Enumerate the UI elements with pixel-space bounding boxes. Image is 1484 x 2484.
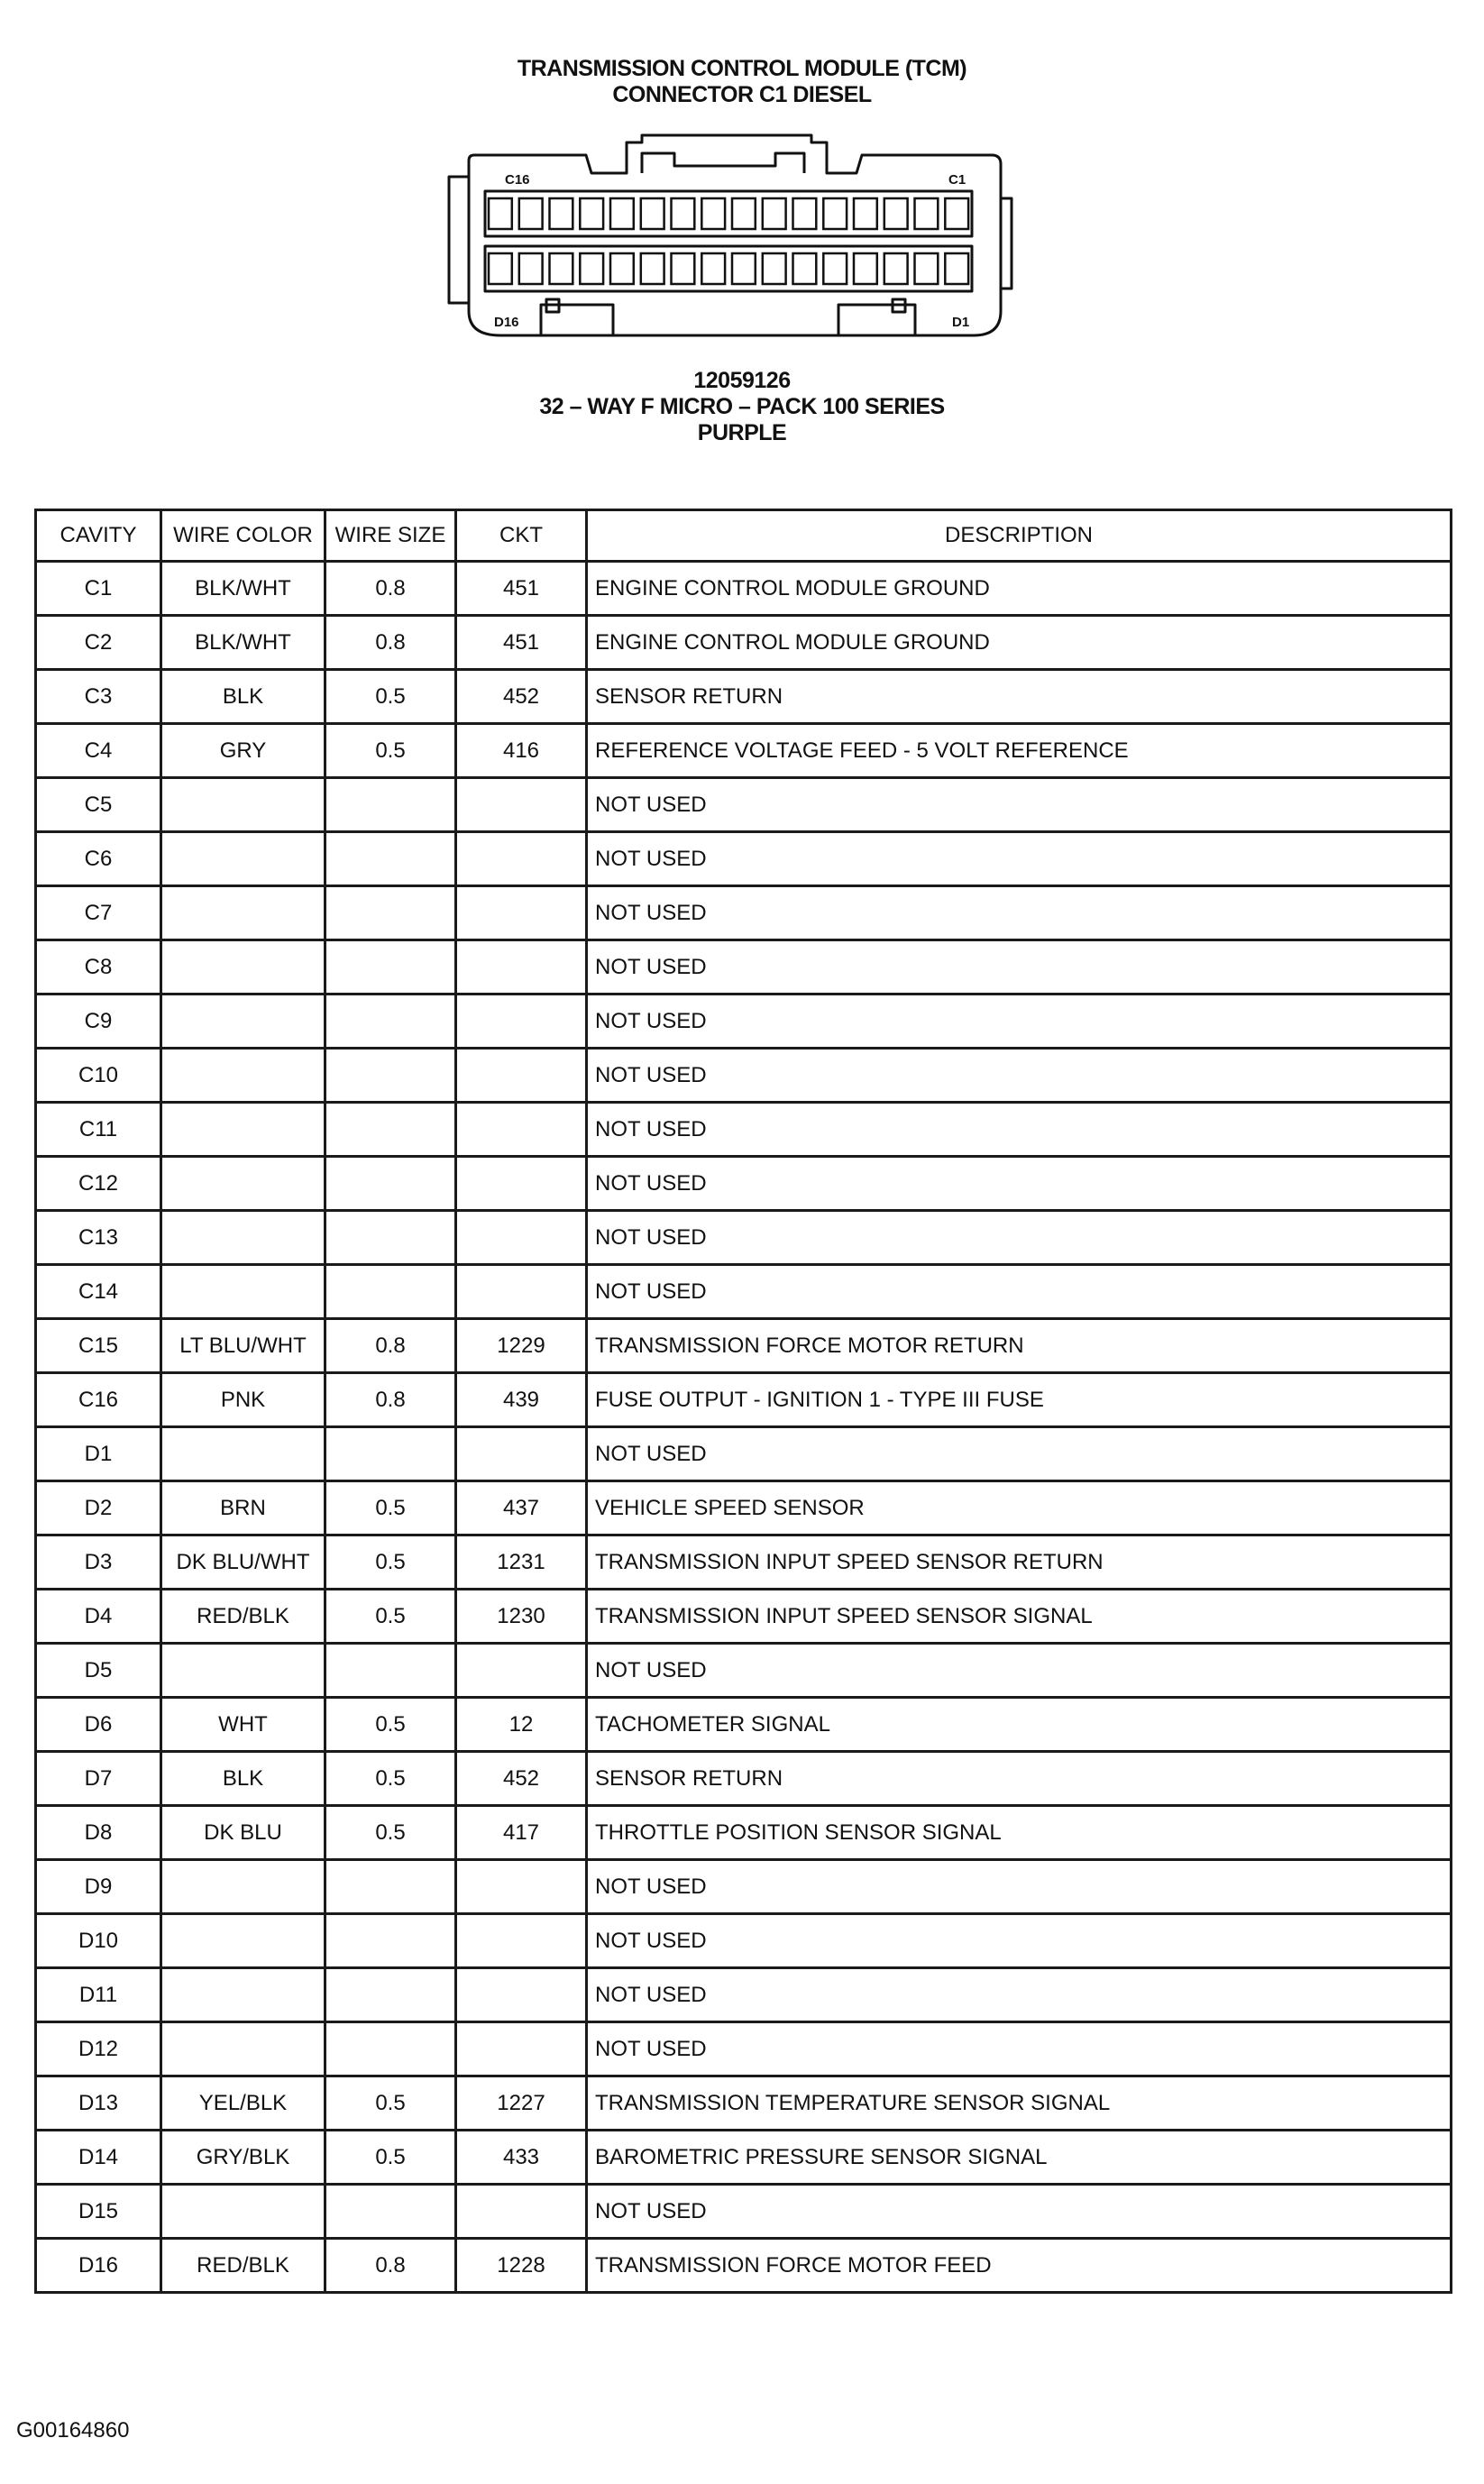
ckt-cell: 451 <box>456 562 587 616</box>
wire-size-cell <box>325 1211 456 1265</box>
wire-color-cell <box>161 1265 325 1319</box>
description-cell: NOT USED <box>587 1644 1452 1698</box>
description-cell: NOT USED <box>587 1049 1452 1103</box>
cavity-cell: C3 <box>36 670 161 724</box>
wire-size-cell: 0.5 <box>325 1535 456 1590</box>
cavity-cell: D10 <box>36 1914 161 1968</box>
connector-cavity <box>732 198 756 229</box>
ckt-cell <box>456 2185 587 2239</box>
table-row <box>36 2076 1452 2131</box>
description-cell: TRANSMISSION TEMPERATURE SENSOR SIGNAL <box>587 2076 1452 2131</box>
description-cell: NOT USED <box>587 1265 1452 1319</box>
description-cell: NOT USED <box>587 832 1452 886</box>
wire-color-cell <box>161 832 325 886</box>
connector-cavity <box>701 198 725 229</box>
table-row <box>36 562 1452 616</box>
description-cell: ENGINE CONTROL MODULE GROUND <box>587 562 1452 616</box>
cavity-cell: C5 <box>36 778 161 832</box>
wire-size-cell: 0.5 <box>325 2131 456 2185</box>
description-cell: NOT USED <box>587 995 1452 1049</box>
connector-cavity <box>884 198 908 229</box>
table-row <box>36 886 1452 940</box>
description-cell: ENGINE CONTROL MODULE GROUND <box>587 616 1452 670</box>
wire-size-cell: 0.5 <box>325 670 456 724</box>
cavity-cell: C13 <box>36 1211 161 1265</box>
cavity-cell: D5 <box>36 1644 161 1698</box>
ckt-cell: 1228 <box>456 2239 587 2293</box>
wire-color-cell <box>161 1049 325 1103</box>
description-cell: NOT USED <box>587 1914 1452 1968</box>
table-row <box>36 1860 1452 1914</box>
cavity-cell: C7 <box>36 886 161 940</box>
header-wire-color: WIRE COLOR <box>161 510 325 562</box>
description-cell: THROTTLE POSITION SENSOR SIGNAL <box>587 1806 1452 1860</box>
ckt-cell: 417 <box>456 1806 587 1860</box>
wire-color-cell: DK BLU/WHT <box>161 1535 325 1590</box>
connector-cavity <box>884 253 908 284</box>
table-row <box>36 1211 1452 1265</box>
pinout-table <box>34 509 1452 2294</box>
wire-color-cell <box>161 2022 325 2076</box>
connector-cavity <box>641 198 664 229</box>
cavity-cell: D9 <box>36 1860 161 1914</box>
wire-size-cell: 0.5 <box>325 1481 456 1535</box>
connector-cavity <box>763 253 786 284</box>
description-cell: NOT USED <box>587 778 1452 832</box>
wire-size-cell <box>325 1265 456 1319</box>
description-cell: NOT USED <box>587 2185 1452 2239</box>
label-c1: C1 <box>948 172 966 188</box>
ckt-cell <box>456 1265 587 1319</box>
table-row <box>36 1644 1452 1698</box>
connector-cavity <box>641 253 664 284</box>
wire-color-cell: BLK/WHT <box>161 616 325 670</box>
cavity-cell: C15 <box>36 1319 161 1373</box>
ckt-cell: 451 <box>456 616 587 670</box>
cavity-cell: D8 <box>36 1806 161 1860</box>
table-row <box>36 778 1452 832</box>
wire-size-cell <box>325 940 456 995</box>
label-d1: D1 <box>952 315 970 330</box>
header-cavity: CAVITY <box>36 510 161 562</box>
table-row <box>36 2239 1452 2293</box>
table-row <box>36 940 1452 995</box>
table-row <box>36 1265 1452 1319</box>
wire-size-cell <box>325 1914 456 1968</box>
ckt-cell <box>456 886 587 940</box>
wire-color-cell <box>161 995 325 1049</box>
table-row <box>36 1806 1452 1860</box>
cavity-cell: C11 <box>36 1103 161 1157</box>
wire-color-cell: BLK <box>161 1752 325 1806</box>
wire-color-cell: BRN <box>161 1481 325 1535</box>
connector-cavity <box>489 253 512 284</box>
wire-size-cell: 0.8 <box>325 1319 456 1373</box>
connector-cavity <box>793 253 817 284</box>
cavity-cell: C4 <box>36 724 161 778</box>
cavity-cell: C14 <box>36 1265 161 1319</box>
ckt-cell: 1227 <box>456 2076 587 2131</box>
label-d16: D16 <box>494 315 519 330</box>
description-cell: NOT USED <box>587 886 1452 940</box>
table-row <box>36 1752 1452 1806</box>
wire-color-cell: LT BLU/WHT <box>161 1319 325 1373</box>
cavity-cell: D16 <box>36 2239 161 2293</box>
connector-cavity <box>915 198 939 229</box>
cavity-cell: C2 <box>36 616 161 670</box>
wire-size-cell <box>325 886 456 940</box>
ckt-cell <box>456 1968 587 2022</box>
wire-color-cell <box>161 1914 325 1968</box>
wire-color-cell: PNK <box>161 1373 325 1427</box>
wire-color-cell: RED/BLK <box>161 1590 325 1644</box>
connector-cavity <box>854 253 877 284</box>
cavity-cell: D12 <box>36 2022 161 2076</box>
description-cell: NOT USED <box>587 1211 1452 1265</box>
connector-cavity <box>732 253 756 284</box>
description-cell: SENSOR RETURN <box>587 670 1452 724</box>
description-cell: NOT USED <box>587 1157 1452 1211</box>
connector-cavity <box>854 198 877 229</box>
title-line-1: TRANSMISSION CONTROL MODULE (TCM) <box>517 56 967 81</box>
ckt-cell <box>456 1914 587 1968</box>
cavity-cell: D6 <box>36 1698 161 1752</box>
description-cell: BAROMETRIC PRESSURE SENSOR SIGNAL <box>587 2131 1452 2185</box>
wire-color-cell: RED/BLK <box>161 2239 325 2293</box>
cavity-cell: D3 <box>36 1535 161 1590</box>
ckt-cell <box>456 1644 587 1698</box>
ckt-cell: 437 <box>456 1481 587 1535</box>
table-row <box>36 2022 1452 2076</box>
ckt-cell: 433 <box>456 2131 587 2185</box>
description-cell: NOT USED <box>587 2022 1452 2076</box>
connector-cavity <box>580 253 603 284</box>
cavity-cell: C16 <box>36 1373 161 1427</box>
table-row <box>36 1481 1452 1535</box>
wire-size-cell <box>325 778 456 832</box>
ckt-cell: 452 <box>456 670 587 724</box>
table-row <box>36 1968 1452 2022</box>
wire-size-cell <box>325 995 456 1049</box>
connector-cavity <box>945 198 968 229</box>
connector-cavity <box>580 198 603 229</box>
wire-size-cell: 0.8 <box>325 562 456 616</box>
wire-size-cell <box>325 1860 456 1914</box>
wire-color-cell: BLK/WHT <box>161 562 325 616</box>
wire-size-cell: 0.5 <box>325 724 456 778</box>
ckt-cell <box>456 1157 587 1211</box>
wire-size-cell: 0.8 <box>325 1373 456 1427</box>
cavity-cell: D11 <box>36 1968 161 2022</box>
wire-size-cell <box>325 2022 456 2076</box>
cavity-cell: C8 <box>36 940 161 995</box>
wire-color-cell <box>161 1427 325 1481</box>
connector-cavity <box>945 253 968 284</box>
wire-size-cell <box>325 1968 456 2022</box>
title-line-2: CONNECTOR C1 DIESEL <box>612 82 872 107</box>
ckt-cell <box>456 1211 587 1265</box>
connector-illustration <box>433 126 1046 361</box>
description-cell: FUSE OUTPUT - IGNITION 1 - TYPE III FUSE <box>587 1373 1452 1427</box>
description-cell: TACHOMETER SIGNAL <box>587 1698 1452 1752</box>
table-row <box>36 724 1452 778</box>
connector-cavity <box>519 253 543 284</box>
description-cell: NOT USED <box>587 1968 1452 2022</box>
ckt-cell: 1231 <box>456 1535 587 1590</box>
ckt-cell <box>456 2022 587 2076</box>
table-row <box>36 1535 1452 1590</box>
header-row <box>36 510 1452 562</box>
description-cell: SENSOR RETURN <box>587 1752 1452 1806</box>
wire-size-cell <box>325 1644 456 1698</box>
wire-size-cell: 0.8 <box>325 616 456 670</box>
connector-cavity <box>701 253 725 284</box>
description-cell: VEHICLE SPEED SENSOR <box>587 1481 1452 1535</box>
label-c16: C16 <box>505 172 530 188</box>
ckt-cell: 1230 <box>456 1590 587 1644</box>
table-row <box>36 1427 1452 1481</box>
header-wire-size: WIRE SIZE <box>325 510 456 562</box>
wire-color-cell <box>161 1157 325 1211</box>
connector-cavity <box>610 198 634 229</box>
wire-color-cell: DK BLU <box>161 1806 325 1860</box>
connector-cavity <box>610 253 634 284</box>
table-row <box>36 1103 1452 1157</box>
wire-color-cell <box>161 778 325 832</box>
connector-cavity <box>489 198 512 229</box>
diagram-title <box>0 56 1484 108</box>
cavity-cell: C10 <box>36 1049 161 1103</box>
header-ckt: CKT <box>456 510 587 562</box>
ckt-cell <box>456 1860 587 1914</box>
cavity-cell: C1 <box>36 562 161 616</box>
part-info <box>0 368 1484 446</box>
table-row <box>36 1698 1452 1752</box>
header-description: DESCRIPTION <box>587 510 1452 562</box>
wire-color-cell <box>161 1860 325 1914</box>
cavity-cell: D15 <box>36 2185 161 2239</box>
ckt-cell: 12 <box>456 1698 587 1752</box>
ckt-cell <box>456 995 587 1049</box>
table-row <box>36 670 1452 724</box>
wire-size-cell <box>325 1103 456 1157</box>
table-row <box>36 2131 1452 2185</box>
wire-size-cell: 0.8 <box>325 2239 456 2293</box>
connector-cavity <box>915 253 939 284</box>
connector-cavity <box>763 198 786 229</box>
cavity-cell: D14 <box>36 2131 161 2185</box>
wire-color-cell <box>161 1211 325 1265</box>
connector-cavity <box>672 198 695 229</box>
description-cell: TRANSMISSION INPUT SPEED SENSOR RETURN <box>587 1535 1452 1590</box>
ckt-cell: 416 <box>456 724 587 778</box>
description-cell: TRANSMISSION FORCE MOTOR FEED <box>587 2239 1452 2293</box>
wire-size-cell: 0.5 <box>325 2076 456 2131</box>
wire-size-cell: 0.5 <box>325 1806 456 1860</box>
connector-cavity <box>823 198 847 229</box>
cavity-cell: D1 <box>36 1427 161 1481</box>
cavity-cell: D4 <box>36 1590 161 1644</box>
wire-color-cell: GRY/BLK <box>161 2131 325 2185</box>
description-cell: NOT USED <box>587 1103 1452 1157</box>
ckt-cell <box>456 1103 587 1157</box>
description-cell: NOT USED <box>587 1427 1452 1481</box>
connector-color: PURPLE <box>697 420 787 445</box>
description-cell: TRANSMISSION INPUT SPEED SENSOR SIGNAL <box>587 1590 1452 1644</box>
wire-color-cell: WHT <box>161 1698 325 1752</box>
wire-color-cell <box>161 1968 325 2022</box>
description-cell: TRANSMISSION FORCE MOTOR RETURN <box>587 1319 1452 1373</box>
ckt-cell: 1229 <box>456 1319 587 1373</box>
cavity-cell: D2 <box>36 1481 161 1535</box>
ckt-cell <box>456 940 587 995</box>
wire-size-cell: 0.5 <box>325 1590 456 1644</box>
cavity-cell: D13 <box>36 2076 161 2131</box>
table-row <box>36 1373 1452 1427</box>
wire-color-cell <box>161 1644 325 1698</box>
table-row <box>36 2185 1452 2239</box>
wire-size-cell <box>325 832 456 886</box>
table-row <box>36 832 1452 886</box>
table-row <box>36 1914 1452 1968</box>
cavity-cell: C6 <box>36 832 161 886</box>
table-row <box>36 616 1452 670</box>
cavity-cell: C9 <box>36 995 161 1049</box>
connector-cavity <box>793 198 817 229</box>
wire-size-cell <box>325 1049 456 1103</box>
part-number: 12059126 <box>693 368 791 393</box>
wire-color-cell: YEL/BLK <box>161 2076 325 2131</box>
wire-size-cell: 0.5 <box>325 1698 456 1752</box>
table-row <box>36 995 1452 1049</box>
ckt-cell <box>456 1049 587 1103</box>
wire-color-cell <box>161 886 325 940</box>
connector-cavity <box>823 253 847 284</box>
table-row <box>36 1590 1452 1644</box>
table-row <box>36 1319 1452 1373</box>
cavity-cell: C12 <box>36 1157 161 1211</box>
ckt-cell <box>456 1427 587 1481</box>
reference-code: G00164860 <box>16 2418 130 2443</box>
wire-color-cell: BLK <box>161 670 325 724</box>
wire-color-cell: GRY <box>161 724 325 778</box>
wire-size-cell: 0.5 <box>325 1752 456 1806</box>
wire-color-cell <box>161 940 325 995</box>
table-row <box>36 1049 1452 1103</box>
ckt-cell <box>456 832 587 886</box>
connector-cavity <box>550 198 573 229</box>
description-cell: NOT USED <box>587 1860 1452 1914</box>
connector-type: 32 – WAY F MICRO – PACK 100 SERIES <box>539 394 945 419</box>
wire-size-cell <box>325 1427 456 1481</box>
connector-cavity <box>672 253 695 284</box>
wire-size-cell <box>325 1157 456 1211</box>
description-cell: REFERENCE VOLTAGE FEED - 5 VOLT REFERENCE <box>587 724 1452 778</box>
wire-size-cell <box>325 2185 456 2239</box>
cavity-cell: D7 <box>36 1752 161 1806</box>
table-row <box>36 1157 1452 1211</box>
ckt-cell: 452 <box>456 1752 587 1806</box>
wire-color-cell <box>161 1103 325 1157</box>
connector-cavity <box>519 198 543 229</box>
description-cell: NOT USED <box>587 940 1452 995</box>
connector-cavity <box>550 253 573 284</box>
ckt-cell: 439 <box>456 1373 587 1427</box>
ckt-cell <box>456 778 587 832</box>
wire-color-cell <box>161 2185 325 2239</box>
